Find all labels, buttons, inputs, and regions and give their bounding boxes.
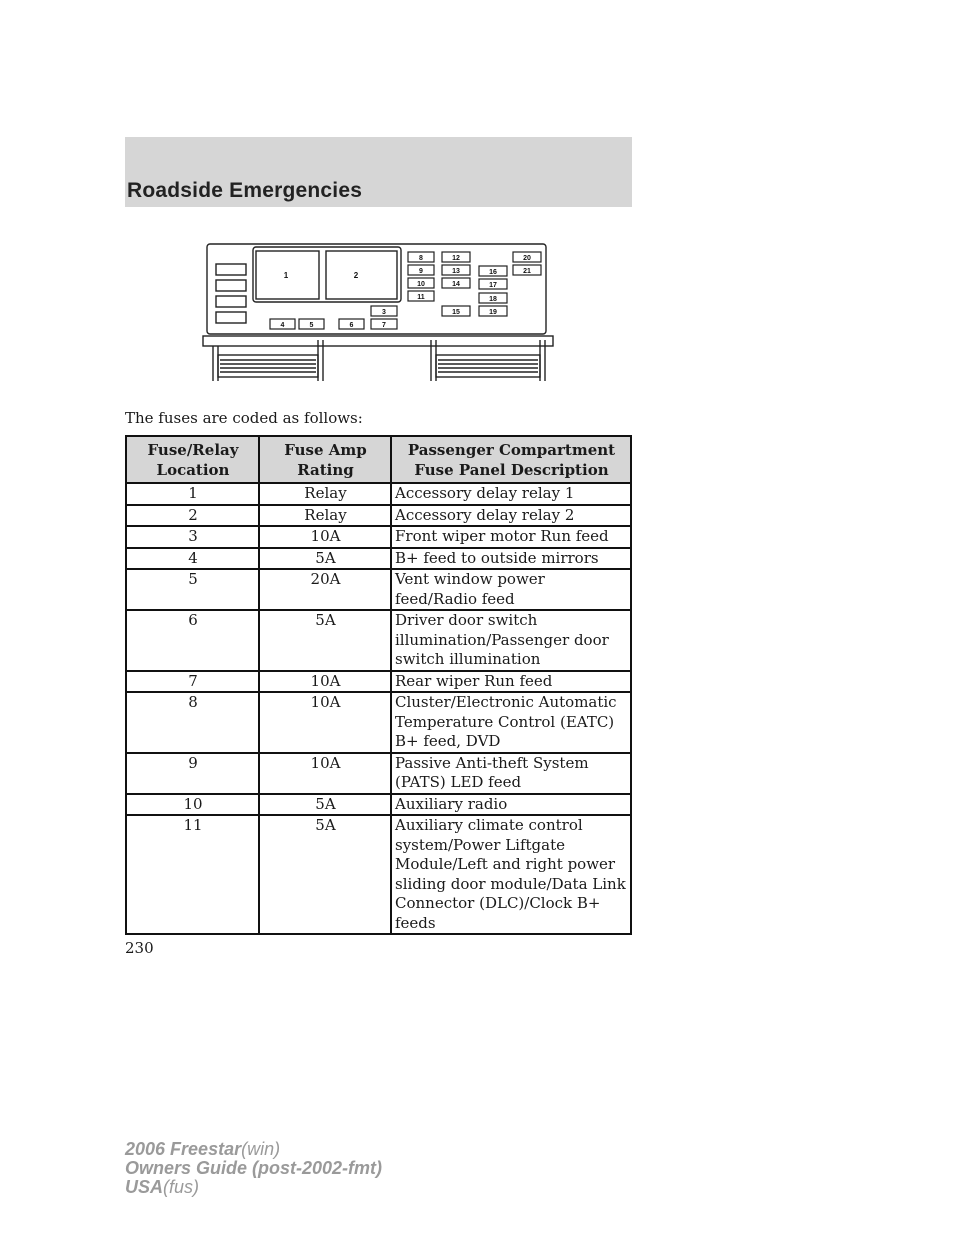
relay-frame [253,247,401,302]
fuse-label: 9 [419,268,423,275]
cell-rating: Relay [259,483,391,505]
cell-rating: 5A [259,548,391,570]
cell-location: 6 [126,610,259,671]
cell-location: 7 [126,671,259,693]
fuse-label: 3 [382,309,386,316]
fuse-label: 10 [417,281,425,288]
cell-description: Driver door switch illumination/Passenger door switch illumination [391,610,631,671]
table-row [126,548,631,570]
column-header-rating: Fuse Amp Rating [259,436,391,483]
cell-rating: 5A [259,610,391,671]
cell-description: Passive Anti-theft System (PATS) LED feed [391,753,631,794]
footer-line-guide: Owners Guide (post-2002-fmt) [125,1158,383,1178]
table-row [126,815,631,934]
cell-location: 2 [126,505,259,527]
cell-description: Accessory delay relay 1 [391,483,631,505]
cell-rating: 10A [259,753,391,794]
footer [125,1140,382,1197]
relay-2 [326,251,397,299]
table-row [126,505,631,527]
cell-location: 9 [126,753,259,794]
table-row [126,692,631,753]
fuse-label: 11 [417,294,425,301]
page-number: 230 [125,939,154,957]
fuse-label: 5 [309,322,314,329]
cell-location: 4 [126,548,259,570]
bracket-right [436,355,540,377]
fuse-label: 16 [489,269,497,276]
cell-description: Auxiliary radio [391,794,631,816]
table-row [126,794,631,816]
mounting-rail [203,336,553,346]
cell-description: Rear wiper Run feed [391,671,631,693]
cell-rating: 10A [259,692,391,753]
side-slot [216,312,246,323]
intro-text: The fuses are coded as follows: [125,409,363,427]
cell-rating: 5A [259,794,391,816]
cell-location: 11 [126,815,259,934]
fuse-table [125,435,632,935]
footer-line-model: 2006 Freestar(win) [125,1139,281,1159]
table-row [126,671,631,693]
cell-rating: 20A [259,569,391,610]
relay-label: 2 [353,271,359,280]
table-row [126,483,631,505]
cell-description: Cluster/Electronic Automatic Temperature Control (EATC) B+ feed, DVD [391,692,631,753]
table-row [126,610,631,671]
cell-location: 10 [126,794,259,816]
fuse-panel-diagram [198,240,562,386]
section-title: Roadside Emergencies [127,179,363,202]
cell-description: Auxiliary climate control system/Power Liftgate Module/Left and right power sliding door module/Data Link Connector (DLC)/Clock B+ feeds [391,815,631,934]
side-slot [216,264,246,275]
table-row [126,526,631,548]
cell-rating: 5A [259,815,391,934]
fuse-label: 12 [452,255,460,262]
fuse-label: 13 [452,268,460,275]
side-slot [216,296,246,307]
cell-location: 5 [126,569,259,610]
cell-location: 1 [126,483,259,505]
cell-rating: Relay [259,505,391,527]
fuse-label: 14 [452,281,460,288]
side-slot [216,280,246,291]
footer-line-market: USA(fus) [125,1177,200,1197]
fuse-label: 20 [523,255,531,262]
cell-description: Vent window power feed/Radio feed [391,569,631,610]
cell-location: 8 [126,692,259,753]
cell-description: Front wiper motor Run feed [391,526,631,548]
cell-rating: 10A [259,526,391,548]
cell-description: Accessory delay relay 2 [391,505,631,527]
fuse-label: 6 [349,322,354,329]
relay-label: 1 [283,271,289,280]
table-row [126,753,631,794]
column-header-description: Passenger Compartment Fuse Panel Description [391,436,631,483]
fuse-label: 19 [489,309,497,316]
cell-rating: 10A [259,671,391,693]
table-row [126,569,631,610]
cell-description: B+ feed to outside mirrors [391,548,631,570]
fuse-label: 4 [280,322,285,329]
table-header-row [126,436,631,483]
fuse-label: 17 [489,282,497,289]
fuse-label: 8 [419,255,423,262]
fuse-label: 18 [489,296,497,303]
fuse-label: 21 [523,268,531,275]
section-header-band [125,137,632,207]
fuse-label: 7 [382,322,386,329]
fuse-label: 15 [452,309,460,316]
column-header-location: Fuse/Relay Location [126,436,259,483]
bracket-left [218,355,318,377]
cell-location: 3 [126,526,259,548]
